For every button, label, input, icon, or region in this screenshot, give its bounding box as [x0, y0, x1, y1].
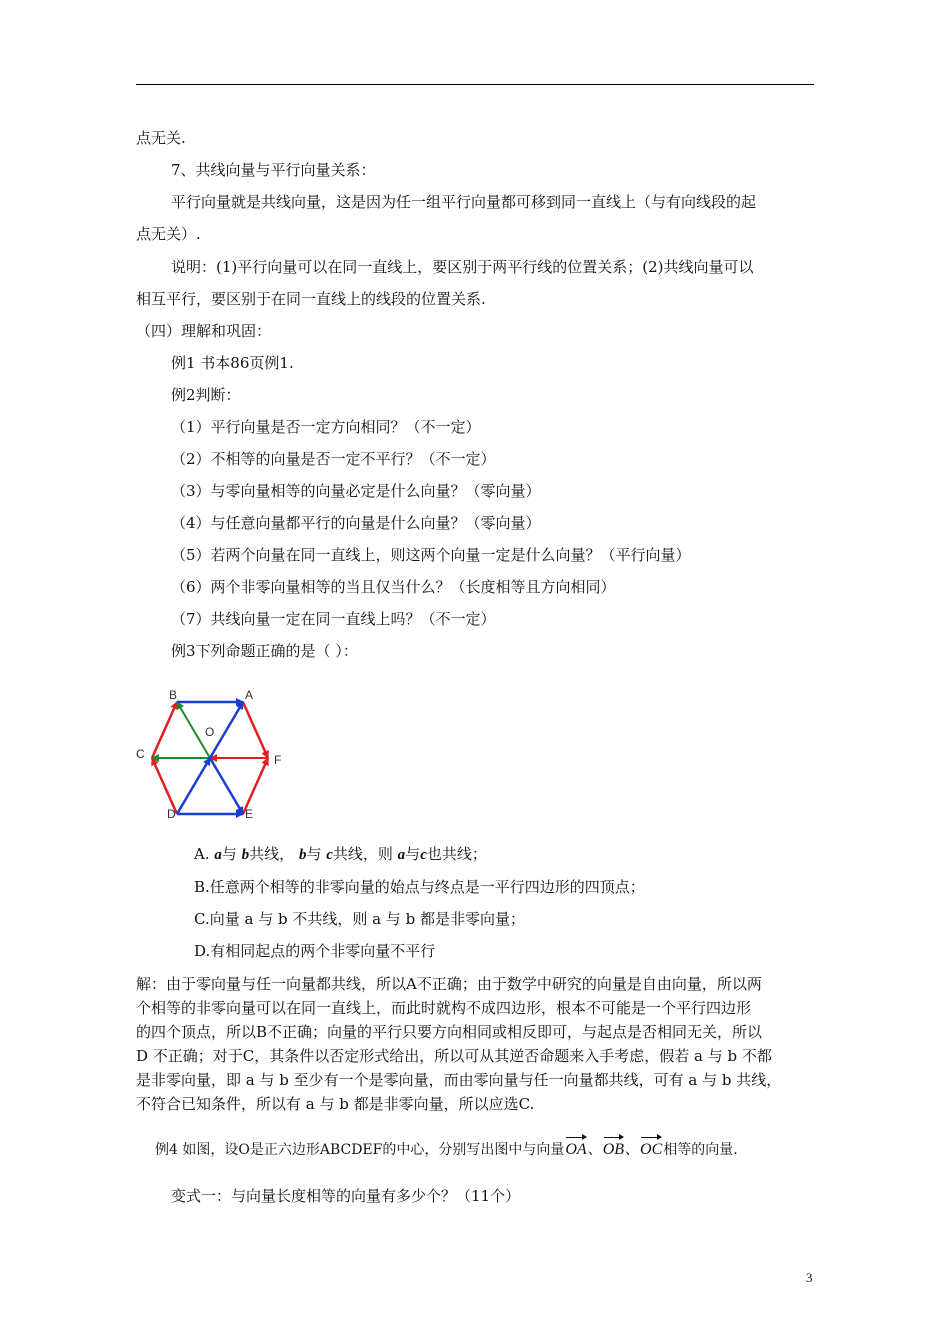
section-heading: 7、共线向量与平行向量关系： [171, 161, 376, 179]
vector-b: b [298, 847, 307, 863]
question-item: （7）共线向量一定在同一直线上吗？（不一定） [171, 610, 496, 628]
solution-line: 是非零向量，即 a 与 b 至少有一个是零向量，而由零向量与任一向量都共线，可有 a 与 b 共线， [136, 1071, 782, 1089]
vector-arrow [243, 702, 268, 758]
solution-line: 个相等的非零向量可以在同一直线上，而此时就构不成四边形，根本不可能是一个平行四边形 [136, 999, 752, 1017]
vector-c: c [326, 847, 333, 863]
vector-a: a [397, 847, 406, 863]
example-4-prefix: 例4 如图，设O是正六边形ABCDEF的中心，分别写出图中与向量 [155, 1142, 565, 1158]
example-3-heading: 例3下列命题正确的是（ ）： [171, 642, 358, 660]
vector-arrow [210, 702, 243, 758]
vertex-label: B [169, 688, 178, 702]
option-text: 共线，则 [332, 845, 398, 863]
solution-line: 的四个顶点，所以B不正确；向量的平行只要方向相同或相反即可，与起点是否相同无关，所以 [136, 1023, 763, 1041]
option-text: 与 [306, 845, 327, 863]
solution-line: 不符合已知条件，所以有 a 与 b 都是非零向量，所以应选C. [136, 1095, 535, 1113]
example-4 [155, 1140, 738, 1160]
separator: 、 [587, 1142, 602, 1158]
example-2-heading: 例2判断： [171, 386, 241, 404]
option-text: 与 [221, 845, 242, 863]
variant-1: 变式一：与向量长度相等的向量有多少个？（11个） [171, 1187, 521, 1205]
vector-b: b [241, 847, 250, 863]
header-rule [136, 84, 814, 85]
option-a [194, 844, 487, 865]
section-heading: （四）理解和巩固： [136, 322, 272, 340]
text-line: 点无关）. [136, 225, 201, 243]
vertex-label: C [136, 747, 145, 761]
vertex-label: A [245, 688, 254, 702]
vector-arrow [152, 758, 177, 814]
option-b: B.任意两个相等的非零向量的始点与终点是一平行四边形的四顶点； [194, 878, 645, 896]
vector-c: c [420, 847, 427, 863]
option-a-prefix: A. [194, 845, 215, 863]
question-item: （3）与零向量相等的向量必定是什么向量？（零向量） [171, 482, 541, 500]
question-item: （5）若两个向量在同一直线上，则这两个向量一定是什么向量？（平行向量） [171, 546, 691, 564]
separator: 、 [625, 1142, 640, 1158]
solution-line: 解：由于零向量与任一向量都共线，所以A不正确；由于数学中研究的向量是自由向量，所以两 [136, 975, 762, 993]
option-d: D.有相同起点的两个非零向量不平行 [194, 942, 436, 960]
vertex-label: E [245, 807, 254, 821]
vertex-label: D [167, 807, 176, 821]
option-text: 与 [405, 845, 421, 863]
solution-line: D 不正确；对于C，其条件以否定形式给出，所以可从其逆否命题来入手考虑，假若 a 与 b 不都 [136, 1047, 772, 1065]
text-line: 说明：(1)平行向量可以在同一直线上，要区别于两平行线的位置关系；(2)共线向量可以 [171, 258, 754, 276]
vector-arrow [243, 758, 268, 814]
vector-arrow [210, 758, 243, 814]
vector-ob: OB [602, 1141, 625, 1158]
vector-arrow [177, 758, 210, 814]
example-4-suffix: 相等的向量. [663, 1142, 738, 1158]
question-item: （6）两个非零向量相等的当且仅当什么？（长度相等且方向相同） [171, 578, 616, 596]
option-text: 共线， [249, 845, 299, 863]
vector-oc: OC [640, 1141, 663, 1158]
page-number: 3 [806, 1270, 813, 1285]
text-line: 点无关. [136, 129, 186, 147]
question-item: （4）与任意向量都平行的向量是什么向量？（零向量） [171, 514, 541, 532]
option-text: 也共线； [426, 845, 487, 863]
vector-oa: OA [565, 1141, 587, 1158]
text-line: 平行向量就是共线向量，这是因为任一组平行向量都可移到同一直线上（与有向线段的起 [171, 193, 757, 211]
option-c: C.向量 a 与 b 不共线，则 a 与 b 都是非零向量； [194, 910, 525, 928]
example-1: 例1 书本86页例1. [171, 354, 294, 372]
vector-arrow [152, 702, 177, 758]
text-line: 相互平行，要区别于在同一直线上的线段的位置关系. [136, 290, 486, 308]
question-item: （2）不相等的向量是否一定不平行？（不一定） [171, 450, 496, 468]
vertex-label: F [274, 753, 282, 767]
hexagon-vector-figure [132, 684, 288, 824]
vertex-label: O [205, 725, 215, 739]
vector-a: a [214, 847, 222, 863]
question-item: （1）平行向量是否一定方向相同？（不一定） [171, 418, 481, 436]
